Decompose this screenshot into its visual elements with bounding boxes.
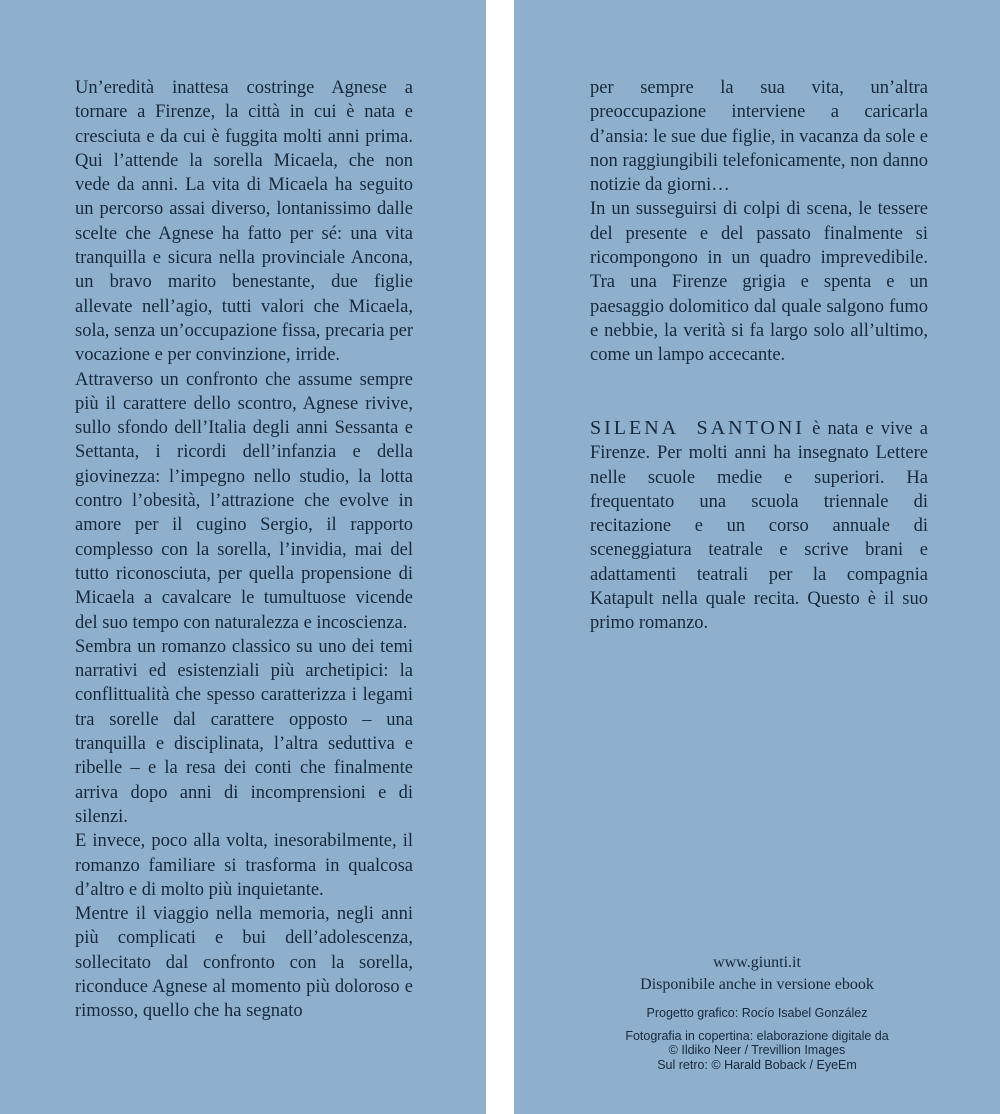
- left-flap: [0, 0, 486, 1114]
- left-flap-text: [75, 76, 413, 1024]
- right-flap: [514, 0, 1000, 1114]
- flap-gutter: [486, 0, 514, 1114]
- back-photo-credit: Sul retro: © Harald Boback / EyeEm: [657, 1057, 857, 1072]
- synopsis-paragraph: per sempre la sua vita, un’altra preoccupazione interviene a caricarla d’ansia: le sue due figlie, in vacanza da sole e non raggiungibili telefonicamente, non danno notizie da giorni…: [590, 78, 928, 196]
- author-name: SILENA SANTONI: [590, 417, 805, 439]
- cover-photo-credit-line2: © Ildiko Neer / Trevillion Images: [668, 1043, 846, 1057]
- ebook-availability-note: Disponibile anche in versione ebook: [640, 976, 874, 993]
- publisher-website: www.giunti.it: [713, 954, 801, 971]
- synopsis-paragraph: E invece, poco alla volta, inesorabilmente, il romanzo familiare si trasforma in qualcosa d’altro e di molto più inquietante.: [75, 831, 413, 900]
- author-bio-text: è nata e vive a Firenze. Per molti anni ha insegnato Lettere nelle scuole medie e superiori. Ha frequentato una scuola triennale di recitazione e un corso annuale di sceneggiatura teatrale e scrive brani e adattamenti teatrali per la compagnia Katapult nella quale recita. Questo è il suo primo romanzo.: [590, 419, 929, 634]
- graphic-design-credit: Progetto grafico: Rocío Isabel González: [646, 1006, 868, 1020]
- synopsis-paragraph: Mentre il viaggio nella memoria, negli anni più complicati e bui dell’adolescenza, sollecitato dal confronto con la sorella, riconduce Agnese al momento più doloroso e rimosso, quello che ha segnato: [75, 904, 413, 1022]
- synopsis-paragraph: Un’eredità inattesa costringe Agnese a tornare a Firenze, la città in cui è nata e cresciuta e da cui è fuggita molti anni prima. Qui l’attende la sorella Micaela, che non vede da anni. La vita di Micaela ha seguito un percorso assai diverso, lontanissimo dalle scelte che Agnese ha fatto per sé: una vita tranquilla e sicura nella provinciale Ancona, un bravo marito benestante, due figlie allevate nell’agio, tutti valori che Micaela, sola, senza un’occupazione fissa, precaria per vocazione e per convinzione, irride.: [75, 78, 413, 366]
- credits-block: [514, 952, 1000, 1072]
- synopsis-paragraph: Attraverso un confronto che assume sempre più il carattere dello scontro, Agnese rivive, sullo sfondo dell’Italia degli anni Sessanta e Settanta, i ricordi dell’infanzia e della giovinezza: l’impegno nello studio, la lotta contro l’obesità, l’attrazione che evolve in amore per il cugino Sergio, il rapporto complesso con la sorella, l’invidia, mai del tutto riconosciuta, per quella propensione di Micaela a cavalcare le tumultuose vicende del suo tempo con naturalezza e incoscienza.: [75, 369, 413, 633]
- cover-photo-credit-line1: Fotografia in copertina: elaborazione digitale da: [625, 1028, 889, 1043]
- author-bio-paragraph: [590, 416, 928, 636]
- synopsis-paragraph: In un susseguirsi di colpi di scena, le tessere del presente e del passato finalmente si ricompongono in un quadro imprevedibile. Tra una Firenze grigia e spenta e un paesaggio dolomitico dal quale salgono fumo e nebbie, la verità si fa largo solo all’ultimo, come un lampo accecante.: [590, 199, 928, 366]
- author-bio: [590, 416, 928, 636]
- synopsis-paragraph: Sembra un romanzo classico su uno dei temi narrativi ed esistenziali più archetipici: la conflittualità che spesso caratterizza i legami tra sorelle dal carattere opposto – una tranquilla e disciplinata, l’altra seduttiva e ribelle – e la resa dei conti che finalmente arriva dopo anni di incomprensioni e di silenzi.: [75, 636, 413, 827]
- right-flap-text: [590, 76, 928, 368]
